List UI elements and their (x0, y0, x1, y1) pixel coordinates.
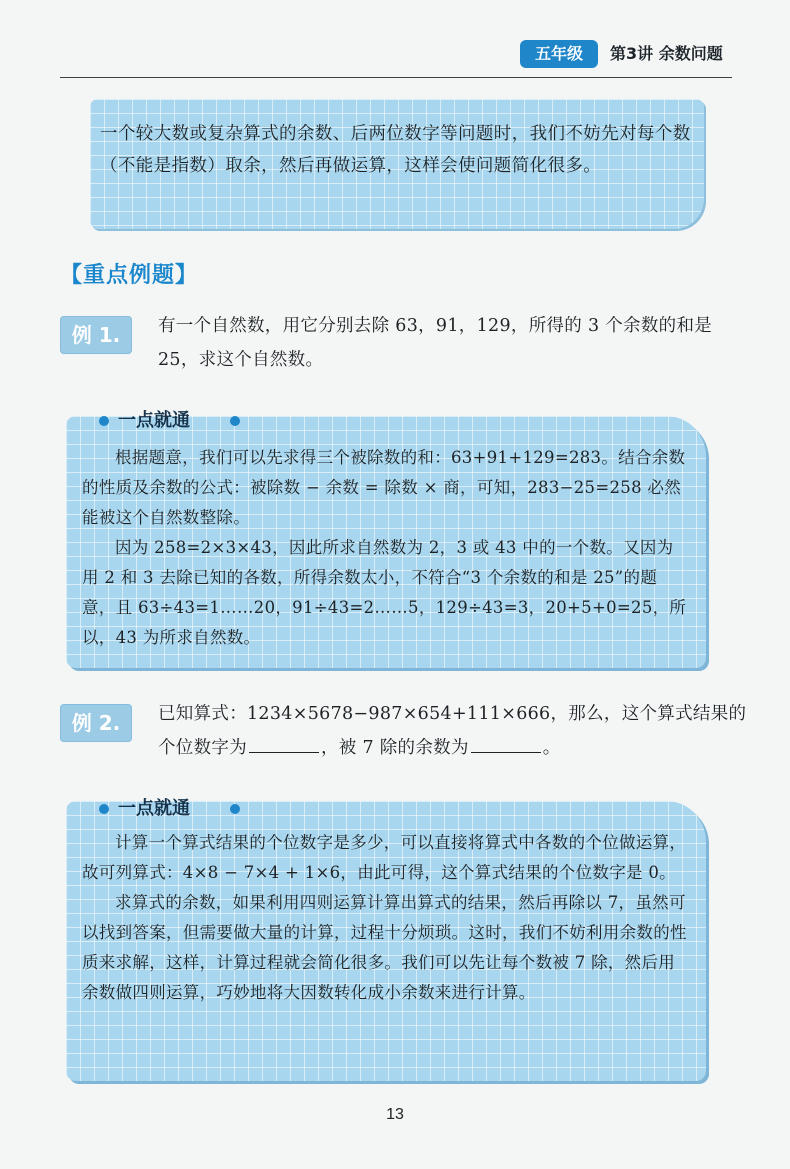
example-1-badge: 例 1. (60, 316, 132, 354)
chapter-title: 第3讲 余数问题 (610, 44, 723, 63)
grade-badge: 五年级 (520, 40, 598, 68)
tip-1-dot-right (230, 416, 240, 426)
page-header (0, 0, 790, 90)
tip-1-paragraph-2: 因为 258=2×3×43，因此所求自然数为 2，3 或 43 中的一个数。又因为用 2 和 3 去除已知的各数，所得余数太小，不符合“3 个余数的和是 25”的题意，且 63÷43=1……20，91÷43=2……5，129÷43=3，20+5+0=25，所以，43 为所求自然数。 (82, 538, 687, 647)
example-1-question: 有一个自然数，用它分别去除 63，91，129，所得的 3 个余数的和是 25，求这个自然数。 (158, 316, 713, 370)
tip-1-paragraph-1: 根据题意，我们可以先求得三个被除数的和：63+91+129=283。结合余数的性质及余数的公式：被除数 − 余数 = 除数 × 商，可知，283−25=258 必然能被这个自然数整除。 (82, 448, 686, 527)
example-2-question-part-1: 已知算式：1234×5678−987×654+111×666，那么，这个算式结果的个位数字为 (158, 704, 747, 758)
example-2-question (158, 697, 748, 765)
tip-2-label: 一点就通 (118, 798, 190, 819)
section-heading: 【重点例题】 (60, 263, 199, 288)
tip-1-label: 一点就通 (118, 410, 190, 431)
example-2-question-part-2: ，被 7 除的余数为 (321, 738, 469, 758)
intro-text: 一个较大数或复杂算式的余数、后两位数字等问题时，我们不妨先对每个数（不能是指数）取余，然后再做运算，这样会使问题简化很多。 (100, 124, 691, 176)
tip-2-text (82, 828, 690, 1008)
example-2-badge: 例 2. (60, 704, 132, 742)
tip-1-text (82, 443, 690, 653)
tip-2-dot-right (230, 804, 240, 814)
answer-blank-units-digit[interactable] (249, 732, 319, 753)
tip-2-paragraph-1: 计算一个算式结果的个位数字是多少，可以直接将算式中各数的个位做运算，故可列算式：4×8 − 7×4 + 1×6，由此可得，这个算式结果的个位数字是 0。 (82, 833, 687, 882)
page-number: 13 (386, 1106, 404, 1123)
header-divider (60, 77, 732, 78)
tip-2-paragraph-2: 求算式的余数，如果利用四则运算计算出算式的结果，然后再除以 7，虽然可以找到答案，但需要做大量的计算，过程十分烦琐。这时，我们不妨利用余数的性质来求解，这样，计算过程就会简化很多。我们可以先让每个数被 7 除，然后用余数做四则运算，巧妙地将大因数转化成小余数来进行计算。 (82, 893, 687, 1002)
answer-blank-remainder[interactable] (471, 732, 541, 753)
example-2-question-part-3: 。 (542, 738, 561, 758)
